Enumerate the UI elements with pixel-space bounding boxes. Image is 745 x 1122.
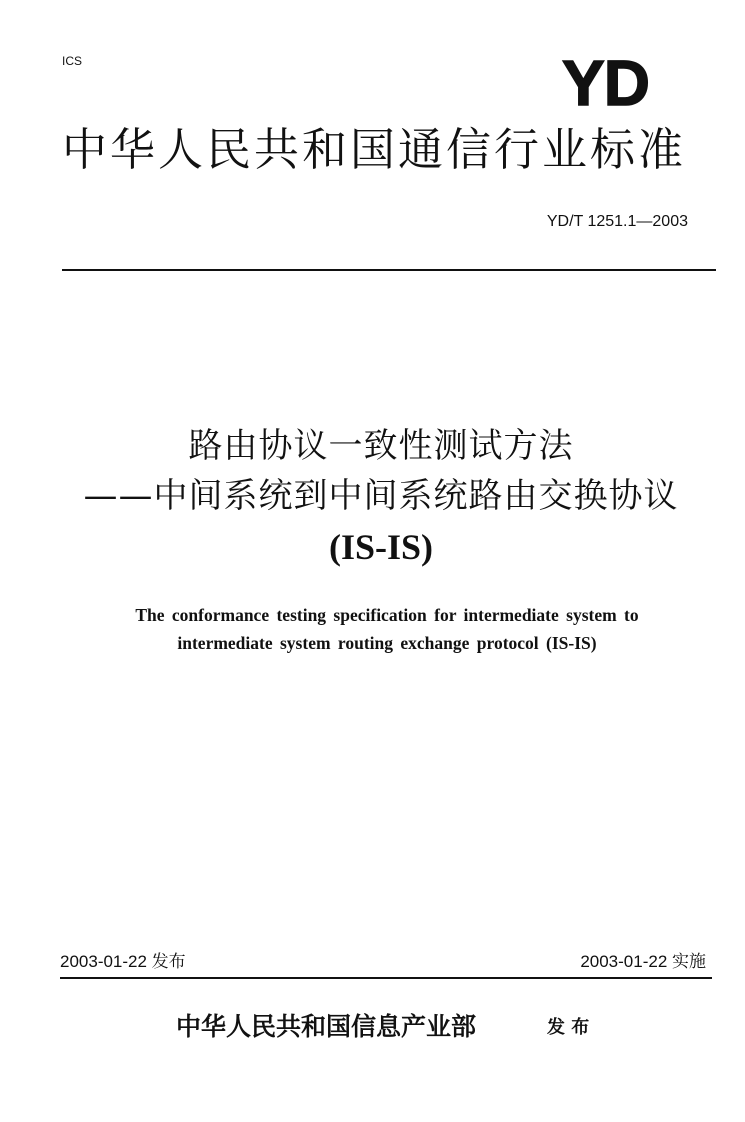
- footer-divider: [60, 977, 712, 979]
- title-zh-line2: ——中间系统到中间系统路由交换协议: [83, 476, 679, 516]
- title-en-line2: intermediate system routing exchange protocol (IS-IS): [177, 633, 597, 653]
- yd-logo: YD: [562, 47, 649, 119]
- standard-number: YD/T 1251.1—2003: [546, 213, 688, 230]
- publish-label: 发 布: [547, 1017, 590, 1038]
- ics-label: ICS: [62, 54, 83, 68]
- implement-date: 2003-01-22 实施: [580, 952, 706, 971]
- issue-date: 2003-01-22 发布: [60, 952, 186, 971]
- standard-category: 中华人民共和国通信行业标准: [62, 123, 687, 176]
- header-divider: [62, 269, 716, 271]
- title-zh-line3: (IS-IS): [328, 527, 434, 567]
- title-en-line1: The conformance testing specification for intermediate system to: [135, 605, 639, 625]
- publisher-name: 中华人民共和国信息产业部: [176, 1012, 477, 1041]
- title-zh-line1: 路由协议一致性测试方法: [188, 426, 574, 466]
